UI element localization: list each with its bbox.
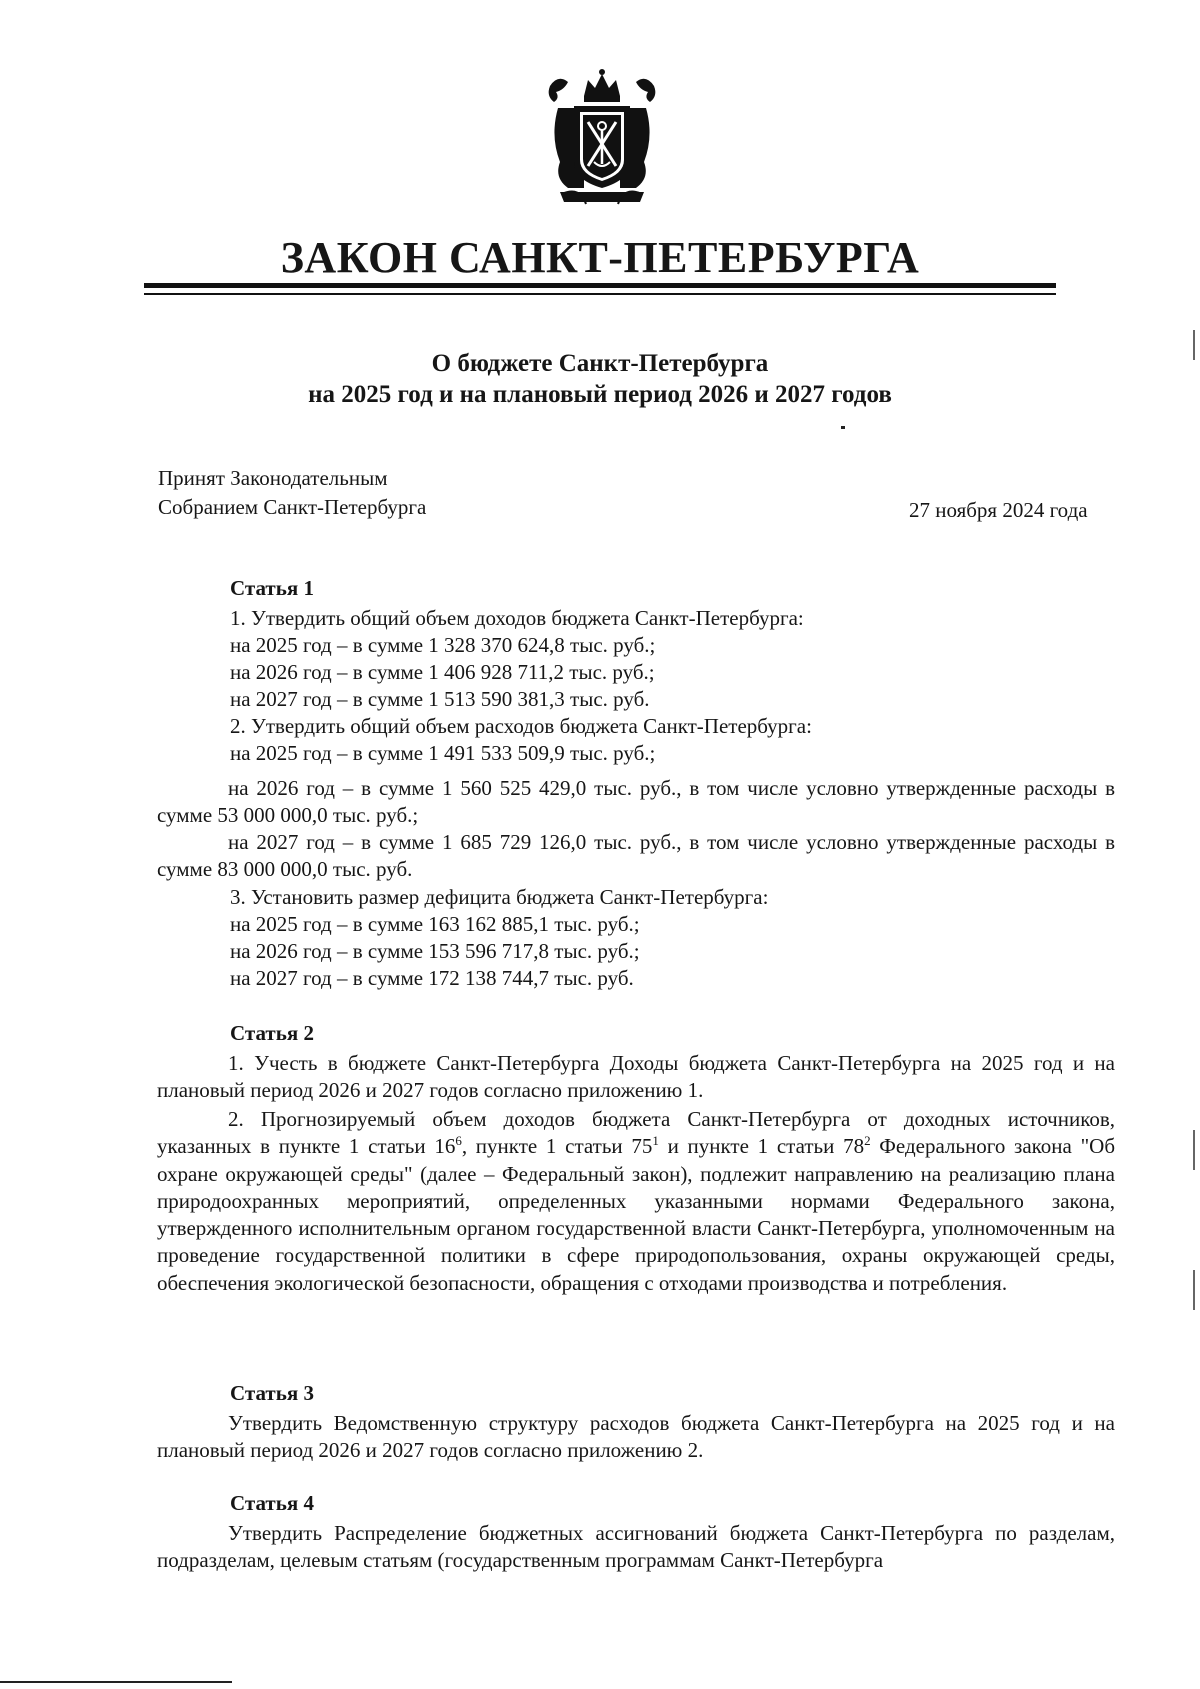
- article-3-heading: Статья 3: [230, 1381, 314, 1405]
- coat-of-arms-emblem: [540, 66, 664, 206]
- article-1-line: 1. Утвердить общий объем доходов бюджета Санкт-Петербурга:: [230, 606, 804, 630]
- title-underline-thick: [144, 283, 1056, 288]
- article-1-expenses-2027: на 2027 год – в сумме 1 685 729 126,0 тыс. руб., в том числе условно утвержденные расходы в сумме 83 000 000,0 тыс. руб.: [157, 830, 1115, 882]
- article-1-line: на 2025 год – в сумме 1 328 370 624,8 тыс. руб.;: [230, 633, 656, 657]
- scan-edge-mark: [1193, 330, 1195, 360]
- stray-mark: [841, 426, 845, 429]
- article-4-heading: Статья 4: [230, 1491, 314, 1515]
- article-1-line: на 2025 год – в сумме 163 162 885,1 тыс. руб.;: [230, 912, 640, 936]
- article-2-heading: Статья 2: [230, 1021, 314, 1045]
- adoption-line2: Собранием Санкт-Петербурга: [158, 495, 427, 519]
- article-3-paragraph: Утвердить Ведомственную структуру расходов бюджета Санкт-Петербурга на 2025 год и на плановый период 2026 и 2027 годов согласно приложению 2.: [157, 1411, 1115, 1463]
- article-2-paragraph-1: 1. Учесть в бюджете Санкт-Петербурга Доходы бюджета Санкт-Петербурга на 2025 год и на плановый период 2026 и 2027 годов согласно приложению 1.: [157, 1051, 1115, 1103]
- scan-edge-mark: [1193, 1130, 1195, 1170]
- law-subtitle-line1: О бюджете Санкт-Петербурга: [431, 350, 769, 377]
- article-1-line: на 2026 год – в сумме 1 406 928 711,2 тыс. руб.;: [230, 660, 655, 684]
- article-4-paragraph: Утвердить Распределение бюджетных ассигнований бюджета Санкт-Петербурга по разделам, подразделам, целевым статьям (государственным программам Санкт-Петербурга: [157, 1521, 1115, 1573]
- law-subtitle-line2: на 2025 год и на плановый период 2026 и 2027 годов: [308, 381, 892, 408]
- title-underline-thin: [144, 293, 1056, 295]
- article-1-line: 3. Установить размер дефицита бюджета Санкт-Петербурга:: [230, 885, 769, 909]
- law-title: ЗАКОН САНКТ-ПЕТЕРБУРГА: [280, 233, 920, 282]
- adoption-date: 27 ноября 2024 года: [909, 498, 1088, 522]
- article-1-line: на 2025 год – в сумме 1 491 533 509,9 тыс. руб.;: [230, 741, 656, 765]
- article-1-line: на 2027 год – в сумме 172 138 744,7 тыс. руб.: [230, 966, 634, 990]
- article-2-paragraph-2: 2. Прогнозируемый объем доходов бюджета Санкт-Петербурга от доходных источников, указанных в пункте 1 статьи $16^6$, пункте 1 статьи $75^1$ и пункте 1 статьи $78^2$ Федерального закона "Об охране окружающей среды" (далее – Федеральный закон), подлежит направлению на реализацию плана природоохранных мероприятий, определенных указанными нормами Федерального закона, утвержденного исполнительным органом государственной власти Санкт-Петербурга, уполномоченным на проведение государственной политики в сфере природопользования, охраны окружающей среды, обеспечения экологической безопасности, обращения с отходами производства и потребления.: [157, 1107, 1115, 1295]
- scan-edge-mark: [1193, 1270, 1195, 1310]
- article-1-expenses-2026: на 2026 год – в сумме 1 560 525 429,0 тыс. руб., в том числе условно утвержденные расходы в сумме 53 000 000,0 тыс. руб.;: [157, 776, 1115, 828]
- article-1-line: на 2026 год – в сумме 153 596 717,8 тыс. руб.;: [230, 939, 640, 963]
- article-1-heading: Статья 1: [230, 576, 314, 600]
- scan-edge-line: [0, 1681, 232, 1683]
- article-1-line: на 2027 год – в сумме 1 513 590 381,3 тыс. руб.: [230, 687, 650, 711]
- adoption-line1: Принят Законодательным: [158, 466, 388, 490]
- article-1-line: 2. Утвердить общий объем расходов бюджета Санкт-Петербурга:: [230, 714, 812, 738]
